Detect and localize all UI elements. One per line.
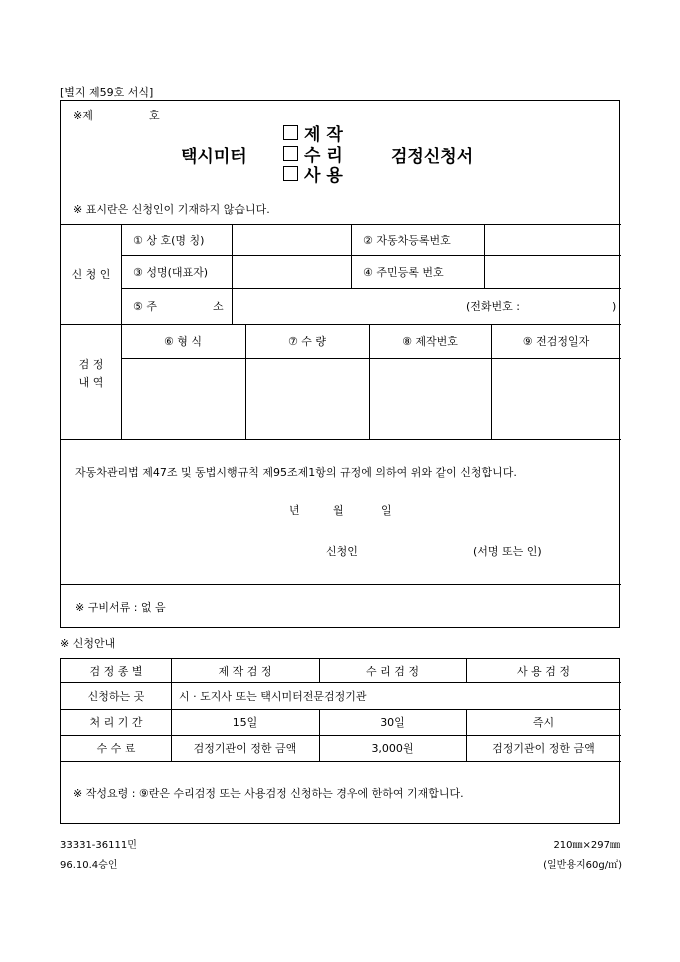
representative-input[interactable] bbox=[233, 256, 350, 288]
guide-fee-manufacture: 검정기관이 정한 금액 bbox=[193, 742, 297, 755]
address-input[interactable] bbox=[233, 289, 463, 324]
applicant-signature-label: 신청인 bbox=[326, 545, 358, 558]
guide-period-use: 즉시 bbox=[532, 716, 555, 729]
guide-header-type: 검 정 종 별 bbox=[89, 664, 143, 678]
header-note: ※ 표시란은 신청인이 기재하지 않습니다. bbox=[73, 203, 270, 216]
model-input[interactable] bbox=[122, 359, 244, 438]
guide-row-label-period: 처 리 기 간 bbox=[89, 716, 143, 729]
field-label-representative: ③ 성명(대표자) bbox=[133, 265, 209, 279]
inspection-section-label-2: 내 역 bbox=[78, 376, 104, 389]
column-header-model: ⑥ 형 식 bbox=[163, 335, 203, 348]
receipt-number-label: ※제 bbox=[73, 109, 93, 122]
guide-fee-use: 검정기관이 정한 금액 bbox=[492, 742, 595, 755]
resident-number-input[interactable] bbox=[485, 256, 620, 288]
guide-row-label-where: 신청하는 곳 bbox=[87, 689, 145, 703]
checkbox-use[interactable] bbox=[283, 166, 298, 181]
guide-header-use: 사 용 검 정 bbox=[517, 664, 570, 678]
form-label: [별지 제59호 서식] bbox=[60, 86, 154, 99]
option-manufacture[interactable] bbox=[283, 122, 343, 145]
footer-code: 33331-36111민 bbox=[60, 839, 137, 851]
column-header-previous-date: ⑨ 전검정일자 bbox=[522, 335, 590, 348]
guide-row-label-fee: 수 수 료 bbox=[96, 742, 136, 755]
guide-header-manufacture: 제 작 검 정 bbox=[218, 664, 272, 678]
title-suffix: 검정신청서 bbox=[391, 146, 474, 167]
serial-input[interactable] bbox=[370, 359, 490, 438]
inspection-section-label-1: 검 정 bbox=[78, 358, 104, 371]
field-label-address-end: 소 bbox=[213, 300, 224, 313]
option-repair-label: 수 리 bbox=[304, 145, 343, 166]
field-label-address: ⑤ 주 bbox=[133, 300, 157, 313]
quantity-input[interactable] bbox=[246, 359, 368, 438]
guide-row-value-where: 시 · 도지사 또는 택시미터전문검정기관 bbox=[179, 689, 367, 703]
date-year: 년 bbox=[289, 504, 300, 517]
column-header-serial: ⑧ 제작번호 bbox=[402, 335, 458, 348]
title-prefix: 택시미터 bbox=[181, 146, 247, 167]
checkbox-repair[interactable] bbox=[283, 146, 298, 161]
guide-title: ※ 신청안내 bbox=[60, 637, 116, 650]
field-label-vehicle-reg: ② 자동차등록번호 bbox=[363, 233, 451, 247]
phone-close: ) bbox=[612, 299, 617, 313]
field-label-business-name: ① 상 호(명 칭) bbox=[133, 233, 205, 247]
option-use[interactable] bbox=[283, 163, 343, 186]
vehicle-reg-input[interactable] bbox=[485, 225, 620, 255]
application-form bbox=[60, 100, 620, 628]
guide-period-manufacture: 15일 bbox=[232, 716, 258, 729]
footer-approval: 96.10.4승인 bbox=[60, 859, 118, 871]
writing-guideline: ※ 작성요령 : ⑨란은 수리검정 또는 사용검정 신청하는 경우에 한하여 기재합니다. bbox=[73, 787, 464, 800]
receipt-number-suffix: 호 bbox=[149, 109, 160, 122]
guide-table bbox=[60, 658, 620, 824]
guide-fee-repair: 3,000원 bbox=[371, 742, 414, 755]
signature-note: (서명 또는 인) bbox=[473, 545, 542, 558]
option-manufacture-label: 제 작 bbox=[304, 124, 343, 145]
guide-header-repair: 수 리 검 정 bbox=[366, 664, 419, 678]
required-documents: ※ 구비서류 : 없 음 bbox=[75, 600, 166, 614]
field-label-resident-number: ④ 주민등록 번호 bbox=[363, 265, 444, 279]
footer-paper: (일반용지60g/㎡) bbox=[543, 859, 622, 871]
checkbox-manufacture[interactable] bbox=[283, 125, 298, 140]
date-day: 일 bbox=[381, 504, 392, 517]
previous-date-input[interactable] bbox=[492, 359, 620, 438]
footer-size: 210㎜×297㎜ bbox=[553, 839, 620, 851]
applicant-section-label: 신 청 인 bbox=[71, 268, 111, 281]
column-header-quantity: ⑦ 수 량 bbox=[287, 335, 327, 348]
guide-period-repair: 30일 bbox=[380, 716, 405, 729]
declaration-text: 자동차관리법 제47조 및 동법시행규칙 제95조제1항의 규정에 의하여 위와 같이 신청합니다. bbox=[75, 466, 517, 479]
phone-label: (전화번호 : bbox=[466, 300, 520, 313]
business-name-input[interactable] bbox=[233, 225, 350, 255]
option-use-label: 사 용 bbox=[304, 165, 343, 186]
date-month: 월 bbox=[333, 504, 344, 517]
